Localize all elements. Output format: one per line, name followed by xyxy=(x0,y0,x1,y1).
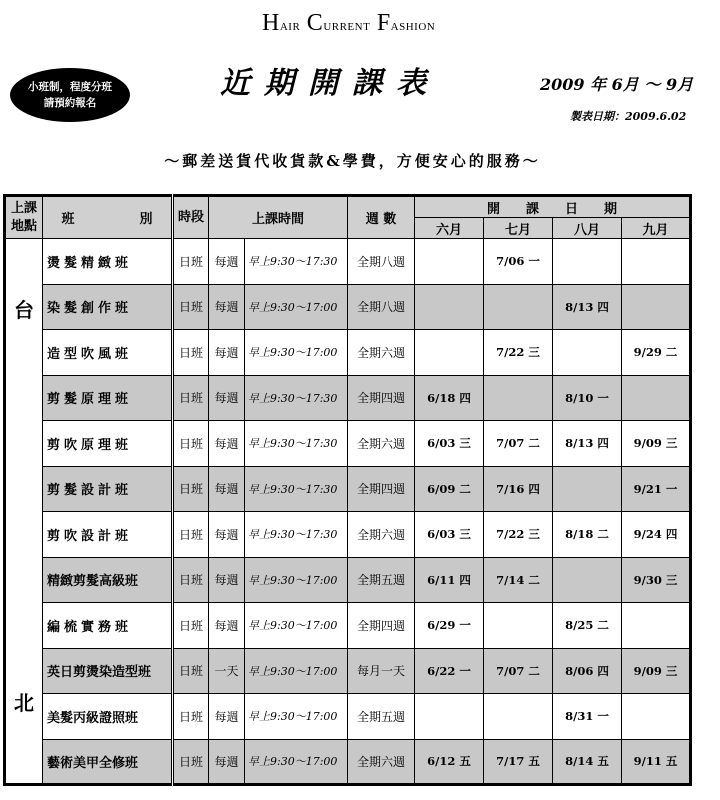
course-frequency: 每週 xyxy=(209,375,245,421)
table-row xyxy=(5,512,691,558)
header-time: 上課時間 xyxy=(209,196,348,239)
table-row xyxy=(5,739,691,785)
course-weeks: 全期四週 xyxy=(348,603,415,649)
course-shift: 日班 xyxy=(173,694,209,740)
course-time: 早上9:30～17:30 xyxy=(245,375,348,421)
course-shift: 日班 xyxy=(173,421,209,467)
course-weeks: 全期五週 xyxy=(348,694,415,740)
course-weeks: 全期五週 xyxy=(348,557,415,603)
course-start-date xyxy=(415,694,484,740)
course-start-date: 7/07 二 xyxy=(484,421,553,467)
header-month-jun: 六月 xyxy=(415,218,484,239)
course-weeks: 全期六週 xyxy=(348,739,415,785)
course-start-date: 6/22 一 xyxy=(415,648,484,694)
course-start-date xyxy=(622,284,691,330)
course-shift: 日班 xyxy=(173,466,209,512)
course-shift: 日班 xyxy=(173,603,209,649)
header-location: 上課地點 xyxy=(5,196,43,239)
course-name: 編梳實務班 xyxy=(43,603,173,649)
course-frequency: 每週 xyxy=(209,239,245,285)
course-shift: 日班 xyxy=(173,330,209,376)
table-row xyxy=(5,466,691,512)
course-weeks: 全期六週 xyxy=(348,512,415,558)
service-slogan: ～郵差送貨代收貨款&學費，方便安心的服務～ xyxy=(164,152,541,170)
course-start-date: 9/09 三 xyxy=(622,421,691,467)
header-class: 班 別 xyxy=(43,196,173,239)
course-frequency: 每週 xyxy=(209,330,245,376)
course-start-date xyxy=(622,239,691,285)
badge-line-2: 請預約報名 xyxy=(43,97,97,109)
course-frequency: 每週 xyxy=(209,466,245,512)
course-start-date: 8/14 五 xyxy=(553,739,622,785)
course-name: 染髮創作班 xyxy=(43,284,173,330)
course-start-date: 6/09 二 xyxy=(415,466,484,512)
course-start-date: 8/10 一 xyxy=(553,375,622,421)
badge-line-1: 小班制，程度分班 xyxy=(28,81,112,93)
course-start-date xyxy=(622,375,691,421)
brand-logo: HAIR CURRENT FASHION xyxy=(262,10,436,36)
course-time: 早上9:30～17:00 xyxy=(245,330,348,376)
table-row xyxy=(5,557,691,603)
course-start-date: 9/30 三 xyxy=(622,557,691,603)
course-time: 早上9:30～17:00 xyxy=(245,284,348,330)
course-start-date: 8/31 一 xyxy=(553,694,622,740)
table-row xyxy=(5,239,691,285)
course-time: 早上9:30～17:30 xyxy=(245,512,348,558)
page-title: 近期開課表 xyxy=(220,66,440,101)
table-row xyxy=(5,421,691,467)
location-cell xyxy=(5,239,43,785)
course-time: 早上9:30～17:00 xyxy=(245,603,348,649)
course-start-date: 6/11 四 xyxy=(415,557,484,603)
course-start-date: 8/06 四 xyxy=(553,648,622,694)
course-weeks: 每月一天 xyxy=(348,648,415,694)
course-shift: 日班 xyxy=(173,512,209,558)
course-start-date: 6/03 三 xyxy=(415,421,484,467)
course-weeks: 全期四週 xyxy=(348,375,415,421)
course-start-date xyxy=(415,239,484,285)
course-start-date: 6/03 三 xyxy=(415,512,484,558)
course-time: 早上9:30～17:00 xyxy=(245,557,348,603)
course-time: 早上9:30～17:00 xyxy=(245,739,348,785)
course-start-date xyxy=(484,284,553,330)
course-start-date xyxy=(553,466,622,512)
table-row xyxy=(5,648,691,694)
schedule-period: 2009 年 6月 ～ 9月 xyxy=(540,75,694,94)
location-bottom: 北 xyxy=(14,691,34,715)
header-month-sep: 九月 xyxy=(622,218,691,239)
location-top: 台 xyxy=(14,298,34,322)
course-time: 早上9:30～17:30 xyxy=(245,466,348,512)
course-shift: 日班 xyxy=(173,375,209,421)
course-start-date: 6/18 四 xyxy=(415,375,484,421)
course-start-date: 9/21 一 xyxy=(622,466,691,512)
course-weeks: 全期六週 xyxy=(348,330,415,376)
course-weeks: 全期八週 xyxy=(348,239,415,285)
course-start-date xyxy=(415,284,484,330)
course-weeks: 全期八週 xyxy=(348,284,415,330)
table-row xyxy=(5,603,691,649)
header-dates: 開 課 日 期 xyxy=(415,196,691,218)
course-name: 精緻剪髮高級班 xyxy=(43,557,173,603)
course-frequency: 每週 xyxy=(209,603,245,649)
header-month-aug: 八月 xyxy=(553,218,622,239)
course-start-date: 7/14 二 xyxy=(484,557,553,603)
course-name: 剪吹設計班 xyxy=(43,512,173,558)
small-class-badge xyxy=(10,68,130,122)
course-start-date: 7/22 三 xyxy=(484,330,553,376)
course-start-date: 7/16 四 xyxy=(484,466,553,512)
course-start-date xyxy=(622,603,691,649)
course-start-date: 8/13 四 xyxy=(553,421,622,467)
course-start-date: 9/09 三 xyxy=(622,648,691,694)
course-frequency: 每週 xyxy=(209,694,245,740)
course-shift: 日班 xyxy=(173,648,209,694)
course-start-date: 7/06 一 xyxy=(484,239,553,285)
course-start-date: 9/29 二 xyxy=(622,330,691,376)
course-start-date: 7/17 五 xyxy=(484,739,553,785)
course-start-date xyxy=(484,603,553,649)
course-name: 剪髮原理班 xyxy=(43,375,173,421)
course-frequency: 每週 xyxy=(209,557,245,603)
course-frequency: 每週 xyxy=(209,421,245,467)
course-start-date: 9/24 四 xyxy=(622,512,691,558)
course-time: 早上9:30～17:30 xyxy=(245,421,348,467)
course-weeks: 全期四週 xyxy=(348,466,415,512)
made-date: 製表日期：2009.6.02 xyxy=(570,110,687,123)
table-row xyxy=(5,375,691,421)
course-start-date: 6/12 五 xyxy=(415,739,484,785)
course-name: 造型吹風班 xyxy=(43,330,173,376)
header-weeks: 週 數 xyxy=(348,196,415,239)
course-start-date xyxy=(553,239,622,285)
course-frequency: 每週 xyxy=(209,512,245,558)
course-schedule-table xyxy=(3,194,692,786)
course-start-date xyxy=(415,330,484,376)
header-month-jul: 七月 xyxy=(484,218,553,239)
course-shift: 日班 xyxy=(173,239,209,285)
course-start-date: 7/07 二 xyxy=(484,648,553,694)
course-name: 剪髮設計班 xyxy=(43,466,173,512)
course-start-date xyxy=(484,375,553,421)
course-start-date: 8/13 四 xyxy=(553,284,622,330)
course-start-date: 9/11 五 xyxy=(622,739,691,785)
table-row xyxy=(5,330,691,376)
course-frequency: 一天 xyxy=(209,648,245,694)
course-start-date: 8/18 二 xyxy=(553,512,622,558)
course-start-date: 8/25 二 xyxy=(553,603,622,649)
course-name: 剪吹原理班 xyxy=(43,421,173,467)
course-time: 早上9:30～17:30 xyxy=(245,239,348,285)
course-name: 英日剪燙染造型班 xyxy=(43,648,173,694)
course-name: 燙髮精緻班 xyxy=(43,239,173,285)
course-weeks: 全期六週 xyxy=(348,421,415,467)
course-frequency: 每週 xyxy=(209,739,245,785)
course-start-date xyxy=(484,694,553,740)
course-time: 早上9:30～17:00 xyxy=(245,694,348,740)
course-frequency: 每週 xyxy=(209,284,245,330)
course-name: 藝術美甲全修班 xyxy=(43,739,173,785)
course-start-date xyxy=(553,330,622,376)
course-shift: 日班 xyxy=(173,557,209,603)
course-name: 美髮丙級證照班 xyxy=(43,694,173,740)
course-start-date: 7/22 三 xyxy=(484,512,553,558)
course-start-date xyxy=(553,557,622,603)
table-row xyxy=(5,694,691,740)
header-session: 時段 xyxy=(173,196,209,239)
course-time: 早上9:30～17:00 xyxy=(245,648,348,694)
course-shift: 日班 xyxy=(173,739,209,785)
course-shift: 日班 xyxy=(173,284,209,330)
course-start-date: 6/29 一 xyxy=(415,603,484,649)
course-start-date xyxy=(622,694,691,740)
table-row xyxy=(5,284,691,330)
